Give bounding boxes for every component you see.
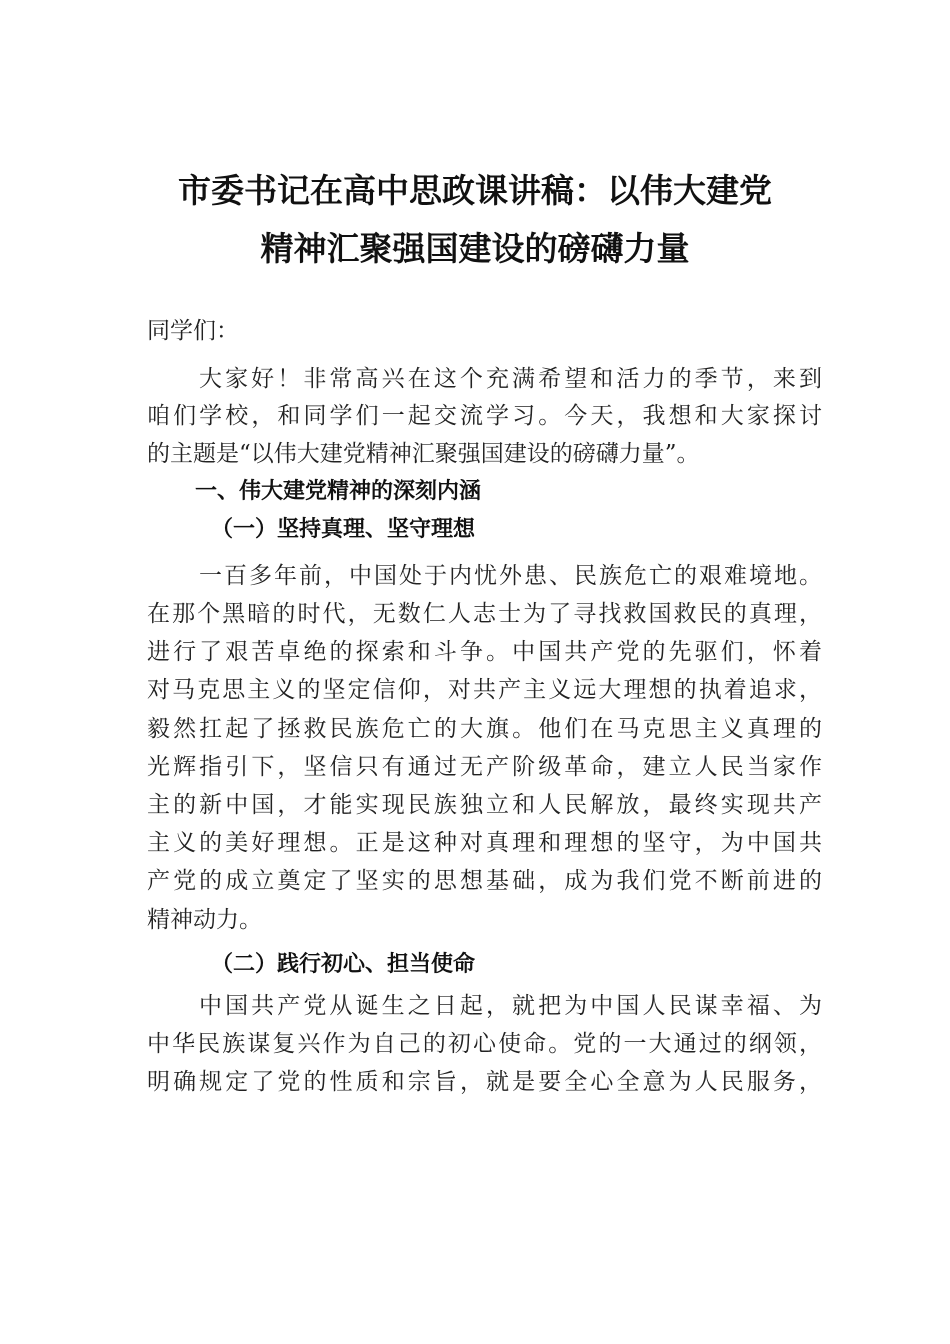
paragraph-line: 产党的成立奠定了坚实的思想基础，成为我们党不断前进的 [147, 868, 822, 894]
paragraph-line: 进行了艰苦卓绝的探索和斗争。中国共产党的先驱们，怀着 [147, 639, 822, 665]
subsection-heading: （二）践行初心、担当使命 [211, 951, 476, 977]
paragraph-line: 中华民族谋复兴作为自己的初心使命。党的一大通过的纲领， [147, 1031, 822, 1057]
paragraph-line: 主义的美好理想。正是这种对真理和理想的坚守，为中国共 [147, 830, 822, 856]
subsection-heading: （一）坚持真理、坚守理想 [211, 516, 476, 542]
paragraph-line: 明确规定了党的性质和宗旨，就是要全心全意为人民服务， [147, 1069, 822, 1095]
intro-line: 大家好！非常高兴在这个充满希望和活力的季节，来到 [199, 366, 822, 392]
title-line-1: 市委书记在高中思政课讲稿：以伟大建党 [178, 171, 772, 210]
salutation: 同学们： [147, 318, 239, 344]
intro-line: 咱们学校，和同学们一起交流学习。今天，我想和大家探讨 [147, 403, 822, 429]
paragraph-line: 中国共产党从诞生之日起，就把为中国人民谋幸福、为 [199, 993, 822, 1019]
document-title [120, 162, 830, 278]
intro-line: 的主题是“以伟大建党精神汇聚强国建设的磅礴力量”。 [147, 441, 700, 467]
paragraph-line: 对马克思主义的坚定信仰，对共产主义远大理想的执着追求， [147, 677, 822, 703]
section-heading: 一、伟大建党精神的深刻内涵 [195, 479, 482, 504]
paragraph-line: 主的新中国，才能实现民族独立和人民解放，最终实现共产 [147, 792, 822, 818]
title-line-2: 精神汇聚强国建设的磅礴力量 [260, 229, 690, 268]
paragraph-line: 在那个黑暗的时代，无数仁人志士为了寻找救国救民的真理， [147, 601, 822, 627]
paragraph-line: 精神动力。 [147, 907, 262, 933]
paragraph-line: 毅然扛起了拯救民族危亡的大旗。他们在马克思主义真理的 [147, 716, 822, 742]
paragraph-line: 光辉指引下，坚信只有通过无产阶级革命，建立人民当家作 [147, 754, 822, 780]
paragraph-line: 一百多年前，中国处于内忧外患、民族危亡的艰难境地。 [199, 563, 822, 589]
